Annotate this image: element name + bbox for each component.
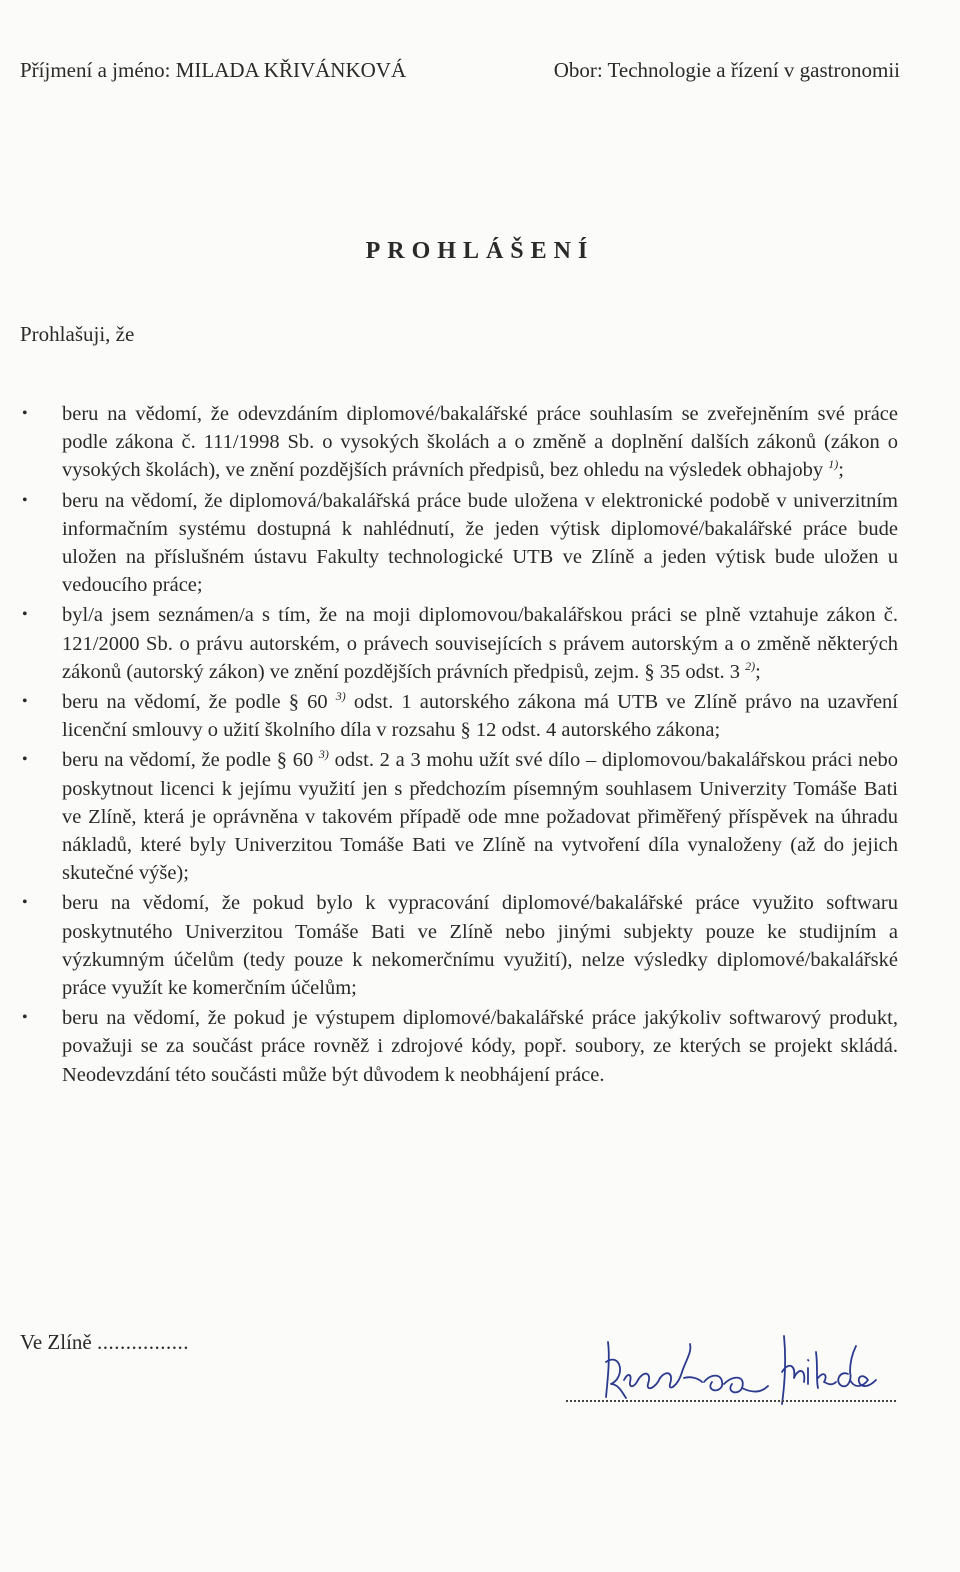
page-title: PROHLÁŠENÍ (365, 238, 595, 264)
list-item: • byl/a jsem seznámen/a s tím, že na moji diplomovou/bakalářskou práci se plně vztahuje zákon č. 121/2000 Sb. o právu autorském, o právech souvisejících s právem autorským a o změně některých zákonů (autorský zákon) ve znění pozdějších právních předpisů, zejm. § 35 odst. 3 $^{2)}$; (20, 601, 898, 686)
list-item: • beru na vědomí, že diplomová/bakalářská práce bude uložena v elektronické podobě v univerzitním informačním systému dostupná k nahlédnutí, že jeden výtisk diplomové/bakalářské práce bude uložen na příslušném ústavu Fakulty technologické UTB ve Zlíně a jeden výtisk bude uložen u vedoucího práce; (20, 487, 898, 600)
bullet-icon: • (22, 606, 28, 624)
list-item: • beru na vědomí, že odevzdáním diplomové/bakalářské práce souhlasím se zveřejněním své práce podle zákona č. 111/1998 Sb. o vysokých školách a o změně a doplnění dalších zákonů (zákon o vysokých školách), ve znění pozdějších právních předpisů, bez ohledu na výsledek obhajoby $^{1)}$; (20, 400, 898, 485)
bullet-icon: • (22, 894, 28, 912)
signature-line (566, 1400, 896, 1402)
bullet-icon: • (22, 751, 28, 769)
bullet-icon: • (22, 491, 28, 509)
footnote-ref: 3) (335, 689, 346, 704)
list-item: • beru na vědomí, že podle § 60 $^{3)}$ odst. 1 autorského zákona má UTB ve Zlíně právo na uzavření licenční smlouvy o užití školního díla v rozsahu § 12 odst. 4 autorského zákona; (22, 689, 899, 742)
bullet-icon: • (22, 1009, 28, 1027)
study-field: Obor: Technologie a řízení v gastronomii (553, 58, 900, 82)
signature-image (566, 1322, 896, 1412)
student-name: Příjmení a jméno: MILADA KŘIVÁNKOVÁ (20, 58, 407, 82)
footnote-ref: 3) (318, 747, 329, 762)
header (20, 58, 900, 83)
signature (566, 1322, 896, 1412)
bullet-icon: • (22, 405, 28, 422)
footnote-ref: 2) (745, 658, 756, 673)
list-item: • beru na vědomí, že podle § 60 $^{3)}$ odst. 2 a 3 mohu užít své dílo – diplomovou/bakalářskou práci nebo poskytnout licenci k jejímu využití jen s předchozím písemným souhlasem Univerzity Tomáše Bati ve Zlíně, která je oprávněna v takovém případě ode mne požadovat přiměřený příspěvek na úhradu nákladů, které byly Univerzitou Tomáše Bati ve Zlíně na vytvoření díla vynaloženy (až do jejich skutečné výše); (22, 747, 898, 885)
place-dots: ................ (96, 1330, 189, 1354)
place-line (20, 1330, 189, 1355)
place-label: Ve Zlíně (20, 1330, 92, 1354)
list-item: • beru na vědomí, že pokud bylo k vypracování diplomové/bakalářské práce využito softwaru poskytnutého Univerzitou Tomáše Bati ve Zlíně nebo jinými subjekty pouze ke studijním a výzkumným účelům (tedy pouze k nekomerčnímu využití), nelze výsledky diplomové/bakalářské práce využít ke komerčním účelům; (20, 889, 898, 1002)
declaration-list (20, 400, 898, 1091)
footnote-ref: 1) (828, 457, 839, 472)
intro-text: Prohlašuji, že (20, 322, 135, 346)
list-item: • beru na vědomí, že pokud je výstupem diplomové/bakalářské práce jakýkoliv softwarový produkt, považuji se za součást práce rovněž i zdrojové kódy, popř. soubory, ze kterých se projekt skládá. Neodevzdání této součásti může být důvodem k neobhájení práce. (20, 1004, 898, 1089)
bullet-icon: • (22, 693, 28, 711)
